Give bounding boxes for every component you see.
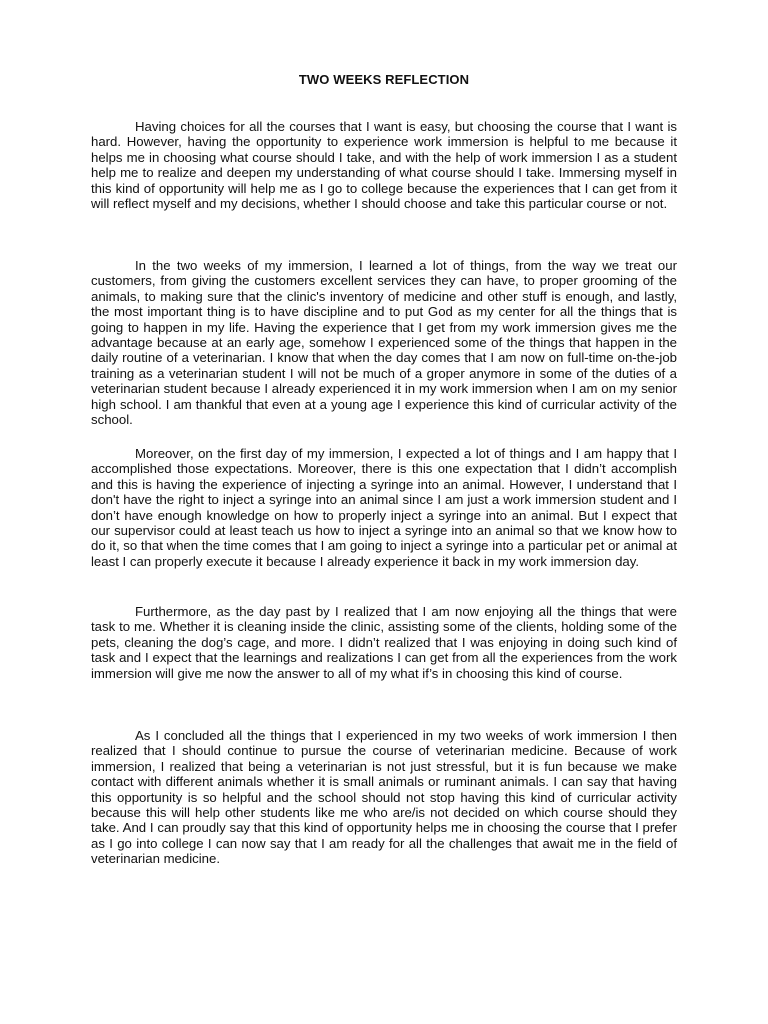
paragraph-4: Furthermore, as the day past by I realized that I am now enjoying all the things that were task to me. Whether it is cleaning inside the clinic, assisting some of the clients, holding some of the pets, cleaning the dog’s cage, and more. I didn’t realized that I was enjoying in doing such kind of task and I expect that the learnings and realizations I can get from all the experiences from the work immersion will give me now the answer to all of my what if’s in choosing this kind of course.: [91, 604, 677, 681]
paragraph-3: Moreover, on the first day of my immersion, I expected a lot of things and I am happy that I accomplished those expectations. Moreover, there is this one expectation that I didn’t accomplish and this is having the experience of injecting a syringe into an animal. However, I understand that I don't have the right to inject a syringe into an animal since I am just a work immersion student and I don’t have enough knowledge on how to properly inject a syringe into an animal. But I expect that our supervisor could at least teach us how to inject a syringe into an animal so that we know how to do it, so that when the time comes that I am going to inject a syringe into a particular pet or animal at least I can properly execute it because I already experience it back in my work immersion day.: [91, 446, 677, 569]
paragraph-5: As I concluded all the things that I experienced in my two weeks of work immersion I then realized that I should continue to pursue the course of veterinarian medicine. Because of work immersion, I realized that being a veterinarian is not just stressful, but it is fun because we make contact with different animals whether it is small animals or ruminant animals. I can say that having this opportunity is so helpful and the school should not stop having this kind of curricular activity because this will help other students like me who are/is not decided on which course should they take. And I can proudly say that this kind of opportunity helps me in choosing the course that I prefer as I go into college I can now say that I am ready for all the challenges that await me in the field of veterinarian medicine.: [91, 728, 677, 867]
document-title: TWO WEEKS REFLECTION: [298, 72, 470, 87]
paragraph-2: In the two weeks of my immersion, I learned a lot of things, from the way we treat our customers, from giving the customers excellent services they can have, to proper grooming of the animals, to making sure that the clinic's inventory of medicine and other stuff is enough, and lastly, the most important thing is to have discipline and to put God as my center for all the things that is going to happen in my life. Having the experience that I get from my work immersion gives me the advantage because at an early age, somehow I experienced some of the things that happen in the daily routine of a veterinarian. I know that when the day comes that I am now on full-time on-the-job training as a veterinarian student I will not be much of a groper anymore in some of the duties of a veterinarian student because I already experienced it in my work immersion when I am on my senior high school. I am thankful that even at a young age I experience this kind of curricular activity of the school.: [91, 258, 677, 428]
paragraph-1: Having choices for all the courses that I want is easy, but choosing the course that I want is hard. However, having the opportunity to experience work immersion is helpful to me because it helps me in choosing what course should I take, and with the help of work immersion I as a student help me to realize and deepen my understanding of what course should I take. Immersing myself in this kind of opportunity will help me as I go to college because the experiences that I can get from it will reflect myself and my decisions, whether I should choose and take this particular course or not.: [91, 119, 677, 212]
